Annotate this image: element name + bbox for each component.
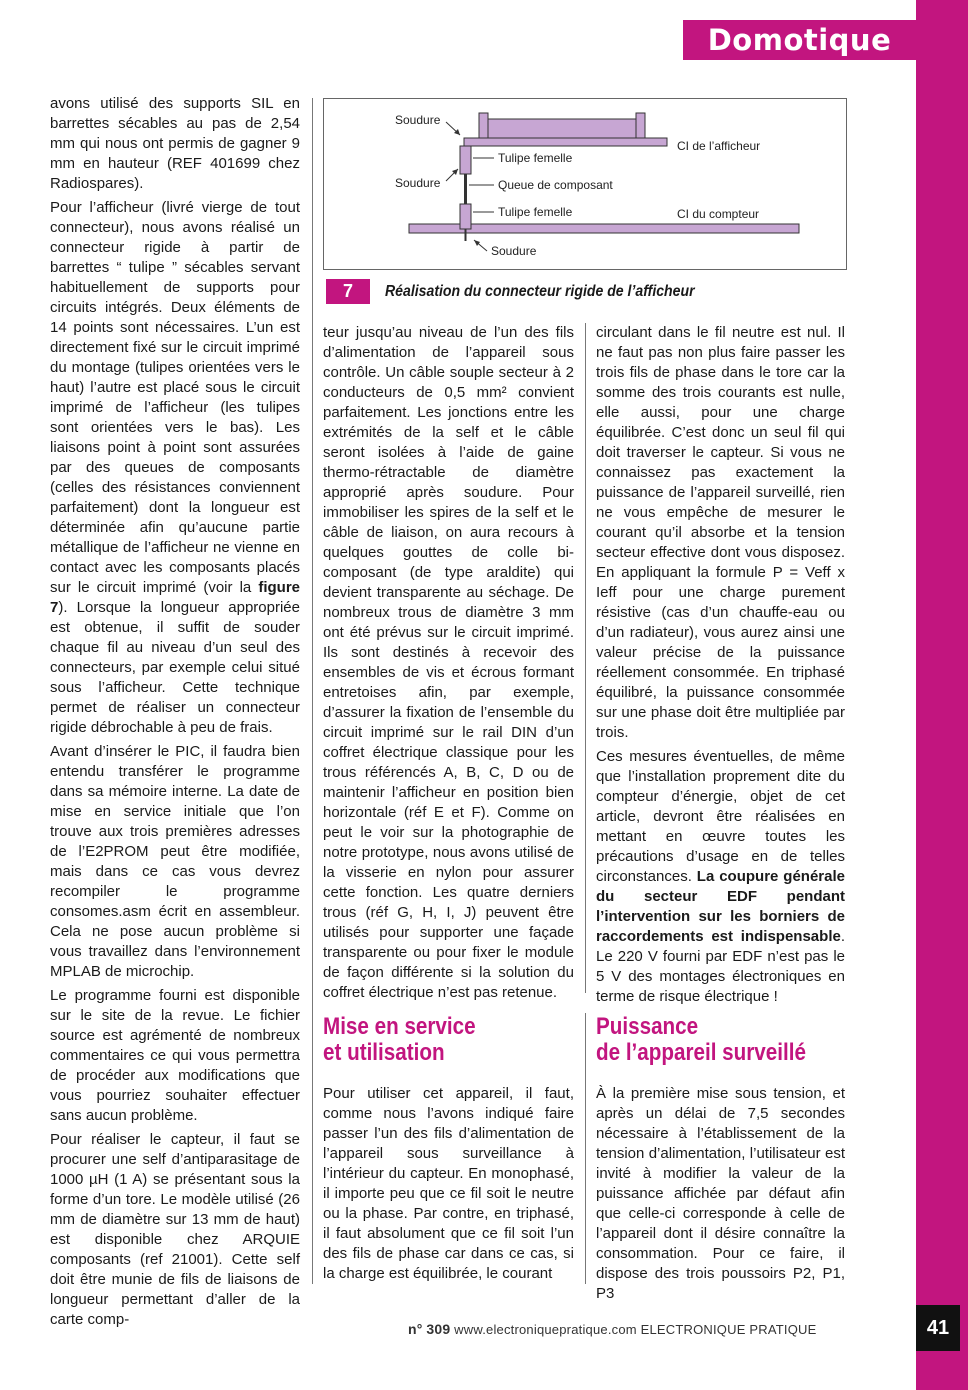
connector-drawing [324,99,846,269]
column-2-lower [323,1084,574,1288]
label-ci-compteur: CI du compteur [677,207,760,221]
col1-paragraph-1: avons utilisé des supports SIL en barrettes sécables au pas de 2,54 mm qui nous ont permis de gagner 9 mm en hauteur (REF 401699 chez Radiospares). [50,95,300,192]
display-module [479,113,488,138]
label-ci-afficheur: CI de l’afficheur [677,139,761,153]
col3-paragraph-2: Ces mesures éventuelles, de même que l’installation proprement dite du compteur d’énergie, objet de cet article, devront être réalisées en mettant en œuvre toutes les précautions d’usage en de telles circonstances. La coupure générale du secteur EDF pendant l’intervention sur les borniers de raccordements est indispensable. Le 220 V fourni par EDF n’est pas le 5 V des montages électroniques en terme de risque électrique ! [596,748,845,1005]
col2b-paragraph-1: Pour utiliser cet appareil, il faut, comme nous l’avons indiqué faire passer l’un des fils d’alimentation de l’appareil sous surveillance à l’intérieur du capteur. En monophasé, il importe peu que ce fil soit le neutre ou la phase. Par contre, en triphasé, il faut absolument que ce fil soit l’un des fils de phase car dans ce cas, si la charge est équilibrée, le courant [323,1085,574,1282]
column-3 [596,323,845,1011]
display-module-body [488,119,636,138]
footer-magazine: ELECTRONIQUE PRATIQUE [640,1322,817,1337]
label-tulipe-top: Tulipe femelle [498,151,573,165]
figure-number-badge: 7 [326,279,370,304]
footer-url[interactable]: www.electroniquepratique.com [454,1322,637,1337]
col3b-paragraph-1: À la première mise sous tension, et après un délai de 7,5 secondes nécessaire à l’établissement de la tension d’alimentation, l’utilisateur est invité à modifier la valeur de la puissance affichée par défaut afin que celle-ci corresponde à celle de l’appareil dont il désire connaître la consommation. Pour ce faire, il dispose des trois poussoirs P2, P1, P3 [596,1085,845,1302]
col1-paragraph-5: Pour réaliser le capteur, il faut se procurer une self d’antiparasitage de 1000 µH (1 A) se présentant sous la forme d’un tore. Le modèle utilisé (26 mm de diamètre sur 13 mm de haut) est disponible chez ARQUIE composants (ref 21001). Cette self doit être munie de fils de liaisons de longueur permettant d’aller de la carte comp- [50,1131,300,1328]
label-soudure-mid: Soudure [395,176,441,190]
side-color-bar [916,0,968,1390]
column-rule-left-lower [312,1013,313,1284]
column-rule-mid [585,323,586,993]
lower-tulip [460,204,471,229]
heading-mise-en-service: Mise en service et utilisation [323,1013,476,1066]
col1-paragraph-3: Avant d’insérer le PIC, il faudra bien entendu transférer le programme dans sa mémoire interne. La date de mise en service initiale que l’on trouve aux trois premières adresses de l’E2PROM peut être modifiée, mais dans ce cas vous devrez recompiler le programme consomes.asm écrit en assembleur. Cela ne pose aucun problème si vous travaillez dans l’environnement MPLAB de microchip. [50,743,300,980]
issue-number: 309 [426,1321,451,1337]
figure-7-diagram [323,98,847,270]
label-tulipe-bottom: Tulipe femelle [498,205,573,219]
col1-paragraph-4: Le programme fourni est disponible sur le site de la revue. Le fichier source est agrémenté de nombreux commentaires ce qui vous permettra de procéder aux modifications que vous pourriez souhaiter effectuer sans aucun problème. [50,987,300,1124]
section-title: Domotique [683,20,916,60]
footer: n° 309 www.electroniquepratique.com ELECTRONIQUE PRATIQUE [408,1321,817,1337]
label-soudure-top: Soudure [395,113,441,127]
column-3-lower [596,1084,845,1308]
upper-tulip [460,146,471,174]
figure-caption: Réalisation du connecteur rigide de l’afficheur [385,283,695,300]
label-queue: Queue de composant [498,178,613,192]
col2-paragraph-1: teur jusqu’au niveau de l’un des fils d’alimentation de l’appareil sous contrôle. Un câble souple secteur à 2 conducteurs de 0,5 mm² convient parfaitement. Les jonctions entre les extrémités de la self et le câble seront isolées à l’aide de gaine thermo-rétractable de diamètre approprié après soudure. Pour immobiliser les spires de la self et le câble de liaison, on aura recours à quelques gouttes de colle bi-composant (de type araldite) qui devient transparente au séchage. De nombreux trous de diamètre 3 mm ont été prévus sur le circuit imprimé. Ils sont destinés à recevoir des ensembles de vis et écrous formant entretoises afin, par exemple, d’assurer la fixation de l’ensemble du circuit imprimé sur le rail DIN d’un coffret électrique classique pour les trous référencés A, B, C, D ou de maintenir l’afficheur en position bien horizontale (réf E et F). Comme on peut le voir sur la photographie de notre prototype, nous avons utilisé de la visserie en nylon pour assurer cette fonction. Les quatre derniers trous (réf G, H, I, J) peuvent être utilisés pour supporter une façade transparente ou pour fixer le module de façon différente si la solution du coffret électrique n’est pas retenue. [323,324,574,1001]
display-pcb [464,138,667,146]
col3-paragraph-1: circulant dans le fil neutre est nul. Il ne faut pas non plus faire passer les trois fils de phase dans le tore car la somme des trois courants est nulle, elle aussi, pour une charge équilibrée. C’est donc un seul fil qui doit traverser le capteur. Si vous ne connaissez pas exactement la puissance de l’appareil surveillé, rien ne vous empêche de mesurer le courant qu’il absorbe et la tension secteur effective dont vous disposez. En appliquant la formule P = Veff x Ieff pour une charge purement résistive (cas d’un chauffe-eau ou d’un radiateur), vous aurez ainsi une valeur précise de la puissance réellement consommée. En triphasé équilibré, la puissance consommée sur une phase doit être multipliée par trois. [596,324,845,741]
column-1 [50,94,300,1334]
column-2 [323,323,574,1007]
label-soudure-bottom: Soudure [491,244,537,258]
display-module-right [636,113,645,138]
page-number: 41 [916,1305,960,1351]
col1-paragraph-2: Pour l’afficheur (livré vierge de tout connecteur), nous avons réalisé un connecteur rigide à partir de barrettes “ tulipe ” sécables servant habituellement de supports pour circuits intégrés. Deux éléments de 14 points sont nécessaires. L’un est directement fixé sur le circuit imprimé du montage (tulipes orientées vers le haut) l’autre est placé sous le circuit imprimé de l’afficheur (les tulipes sont orientées vers le bas). Les liaisons point à point sont assurées par des queues de composants (celles des résistances conviennent parfaitement) dont la longueur est déterminée afin qu’aucune partie métallique de l’afficheur ne vienne en contact avec les composants placés sur le circuit imprimé (voir la figure 7). Lorsque la longueur appropriée est obtenue, il suffit de souder chaque fil au niveau d’un seul des connecteurs, par exemple celui situé sous l’afficheur. Cette technique permet de réaliser un connecteur rigide débrochable à peu de frais. [50,199,300,736]
column-rule-mid-lower [585,1013,586,1284]
heading-puissance: Puissance de l’appareil surveillé [596,1013,806,1066]
